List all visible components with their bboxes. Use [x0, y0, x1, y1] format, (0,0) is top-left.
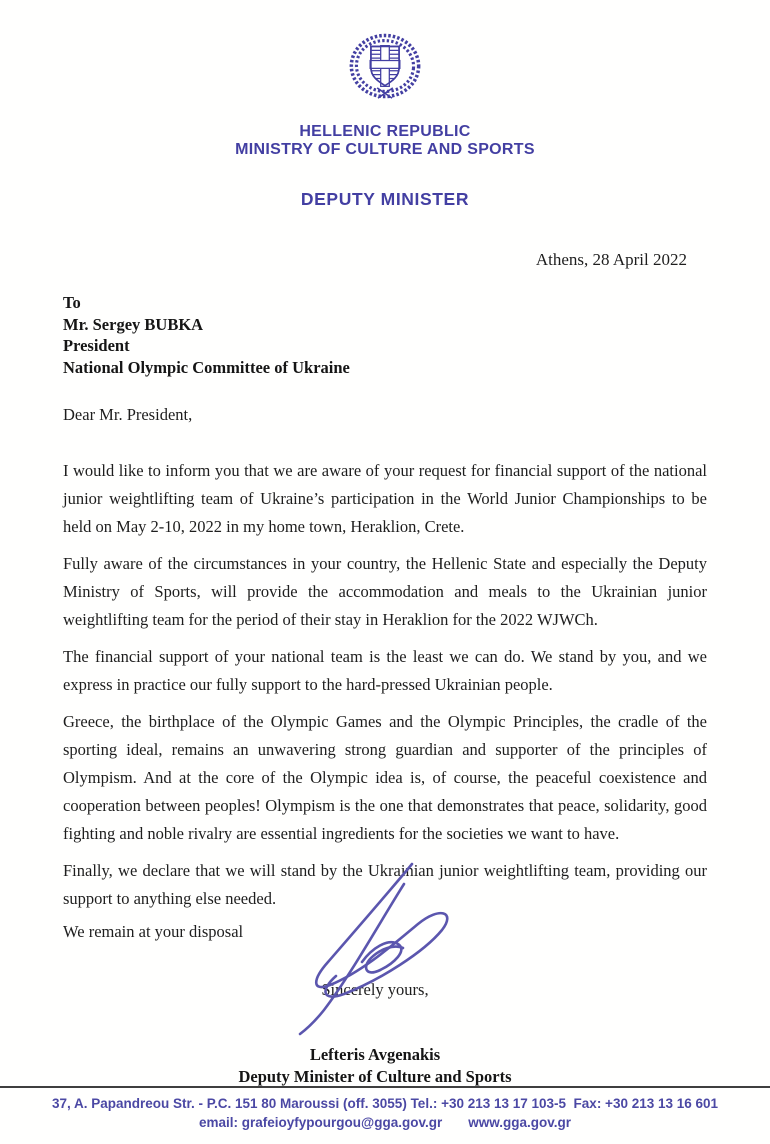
footer-address-line: 37, A. Papandreou Str. - P.C. 151 80 Maroussi (off. 3055) Tel.: +30 213 13 17 103-5 Fax: +30 213 13 16 601 [51, 1096, 719, 1111]
body-paragraph: Fully aware of the circumstances in your country, the Hellenic State and especially the Deputy Ministry of Sports, will provide the accommodation and meals to the Ukrainian junior weightlifting team for the period of their stay in Heraklion for the 2022 WJWCh. [63, 554, 707, 629]
recipient-role: President [63, 336, 130, 355]
body-paragraph: The financial support of your national team is the least we can do. We stand by you, and we express in practice our fully support to the hard-pressed Ukrainian people. [63, 647, 707, 694]
recipient-name: Mr. Sergey BUBKA [63, 314, 204, 334]
republic-title: HELLENIC REPUBLIC [299, 123, 471, 140]
closing-line: Sincerely yours, [321, 980, 429, 999]
body-paragraph: I would like to inform you that we are aware of your request for financial support of the national junior weightlifting team of Ukraine’s participation in the World Junior Championships to be held on May 2-10, 2022 in my home town, Heraklion, Crete. [63, 461, 707, 536]
letter-body [63, 457, 707, 913]
recipient-to: To [63, 293, 81, 312]
salutation: Dear Mr. President, [63, 405, 193, 424]
body-paragraph: Finally, we declare that we will stand by the Ukrainian junior weightlifting team, providing our support to anything else needed. [63, 861, 707, 908]
recipient-organization: National Olympic Committee of Ukraine [63, 357, 350, 377]
deputy-minister-title: DEPUTY MINISTER [300, 189, 470, 209]
footer [0, 1094, 770, 1132]
footer-website: www.gga.gov.gr [468, 1115, 571, 1130]
footer-contact-line [0, 1113, 770, 1132]
signatory-title: Deputy Minister of Culture and Sports [238, 1067, 512, 1086]
footer-email: email: grafeioyfypourgou@gga.gov.gr [199, 1115, 443, 1130]
footer-divider [0, 1086, 770, 1088]
letterhead [0, 123, 770, 210]
emblem-container [0, 0, 770, 107]
signatory-name: Lefteris Avgenakis [309, 1045, 441, 1064]
body-paragraph: Greece, the birthplace of the Olympic Games and the Olympic Principles, the cradle of the sporting ideal, remains an unwavering strong guardian and supporter of the principles of Olympism. And at the core of the Olympic idea is, of course, the peaceful coexistence and cooperation between peoples! Olympism is the one that demonstrates that peace, solidarity, good fighting and noble rivalry are essential ingredients for the societies we want to have. [63, 712, 707, 843]
closing-block [175, 980, 575, 1088]
hellenic-coat-of-arms-icon [337, 30, 433, 102]
pre-closing-line: We remain at your disposal [63, 922, 244, 941]
date-line: Athens, 28 April 2022 [535, 250, 687, 269]
recipient-block [63, 292, 707, 378]
signatory-block [175, 1044, 575, 1088]
ministry-title: MINISTRY OF CULTURE AND SPORTS [235, 141, 535, 158]
